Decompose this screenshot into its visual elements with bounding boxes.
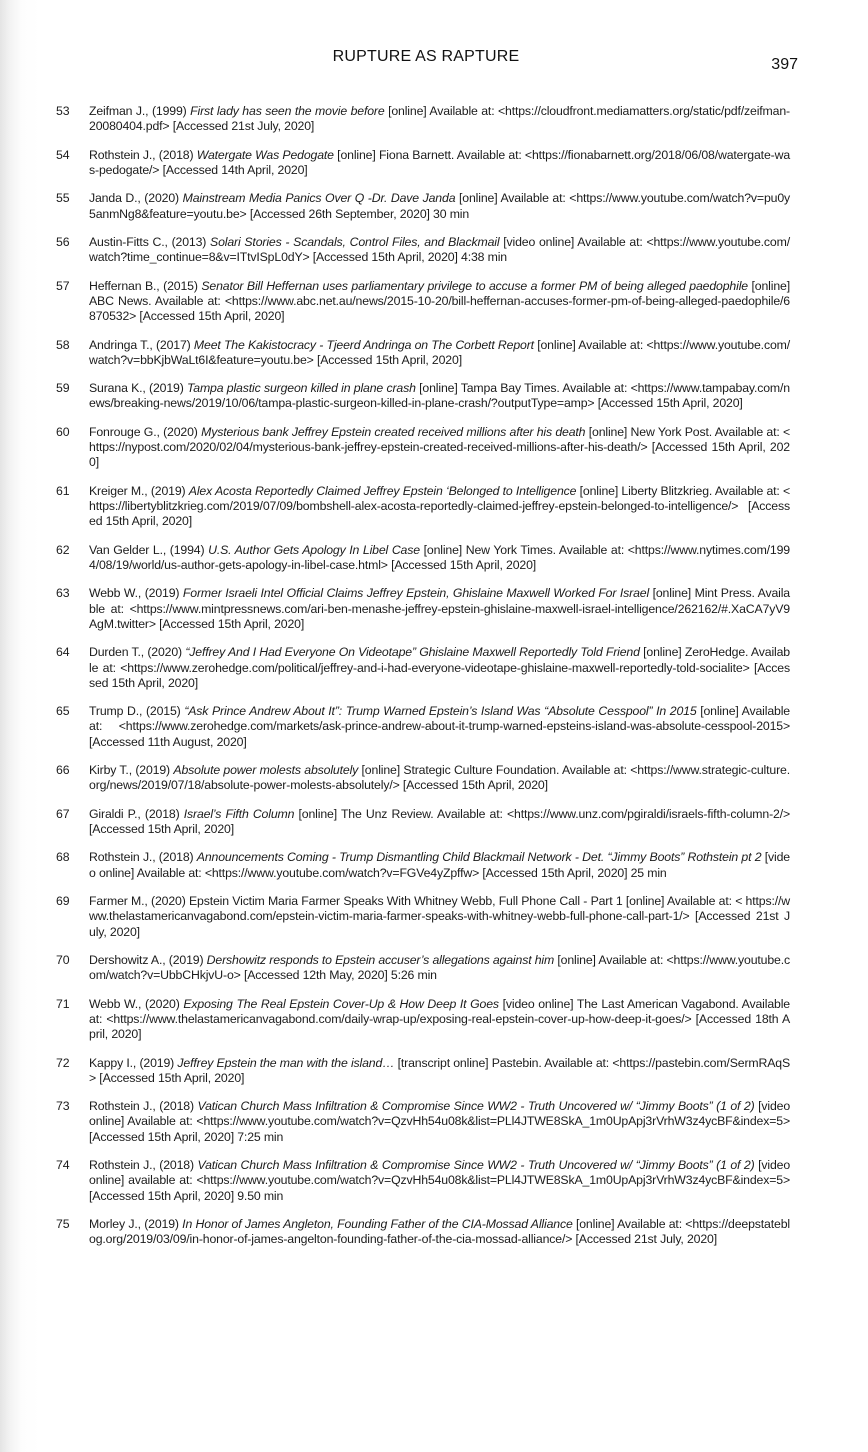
reference-title: Alex Acosta Reportedly Claimed Jeffrey Epstein ‘Belonged to Intelligence [188,483,577,498]
reference-text: Rothstein J., (2018) Watergate Was Pedogate [online] Fiona Barnett. Available at: <https://fionabarnett.org/2018/06/08/watergate-was-pedogate/> [Accessed 14th April, 2020] [89,147,791,177]
reference-item [56,484,790,530]
reference-item [56,763,790,794]
reference-number: 63 [56,586,70,601]
reference-text: Webb W., (2020) Exposing The Real Epstein Cover-Up & How Deep It Goes [video online] The Last American Vagabond. Available at: <https://www.thelastamericanvagabond.com/daily-wrap-up/exposing-real-epstein-cover-up-how-deep-it-goes/> [Accessed 18th April, 2020] [89,996,790,1042]
reference-title: Israel’s Fifth Column [183,806,295,821]
reference-text: Surana K., (2019) Tampa plastic surgeon killed in plane crash [online] Tampa Bay Times. Available at: <https://www.tampabay.com/news/breaking-news/2019/10/06/tampa-plastic-surgeon-killed-in-plane-crash/?outputType=amp> [Accessed 15th April, 2020] [89,381,790,411]
reference-title: Meet The Kakistocracy - Tjeerd Andringa on The Corbett Report [193,337,534,352]
reference-number: 53 [56,104,70,118]
reference-text: Kirby T., (2019) Absolute power molests absolutely [online] Strategic Culture Foundation. Available at: <https://www.strategic-culture.org/news/2019/07/18/absolute-power-molests-absolutely/> [Accessed 15th April, 2020] [89,763,790,793]
reference-title: First lady has seen the movie before [190,104,385,118]
reference-text: Trump D., (2015) “Ask Prince Andrew About It”: Trump Warned Epstein’s Island Was “Absolute Cesspool” In 2015 [online] Available at: <https://www.zerohedge.com/markets/ask-prince-andrew-about-it-trump-warned-epsteins-island-was-absolute-cesspool-2015> [Accessed 11th August, 2020] [89,704,790,749]
reference-title: Dershowitz responds to Epstein accuser’s allegations against him [206,952,555,967]
reference-number: 62 [56,542,70,557]
reference-number: 58 [56,337,70,352]
reference-text: Kreiger M., (2019) Alex Acosta Reportedly Claimed Jeffrey Epstein ‘Belonged to Intelligence [online] Liberty Blitzkrieg. Available at: <https://libertyblitzkrieg.com/2019/07/09/bombshell-alex-acosta-reportedly-claimed-jeffrey-epstein-belonged-to-intelligence/> [Accessed 15th April, 2020] [89,483,791,529]
reference-number: 57 [56,278,70,293]
reference-title: Vatican Church Mass Infiltration & Compromise Since WW2 - Truth Uncovered w/ “Jimmy Boots” (1 of 2) [197,1158,755,1173]
reference-text: Heffernan B., (2015) Senator Bill Heffernan uses parliamentary privilege to accuse a former PM of being alleged paedophile [online] ABC News. Available at: <https://www.abc.net.au/news/2015-10-20/bill-heffernan-accuses-former-pm-of-being-alleged-paedophile/6870532> [Accessed 15th April, 2020] [89,278,790,324]
reference-item [56,997,790,1043]
reference-title: “Ask Prince Andrew About It”: Trump Warned Epstein’s Island Was “Absolute Cesspool” In 2015 [184,704,697,719]
reference-number: 60 [56,424,70,439]
reference-text: Zeifman J., (1999) First lady has seen the movie before [online] Available at: <https://cloudfront.mediamatters.org/static/pdf/zeifman-20080404.pdf> [Accessed 21st July, 2020] [89,104,790,134]
reference-item [56,953,790,984]
reference-item [56,235,790,266]
reference-item [56,850,790,881]
reference-number: 55 [56,191,70,206]
reference-title: Mysterious bank Jeffrey Epstein created received millions after his death [201,424,586,439]
reference-title: Former Israeli Intel Official Claims Jeffrey Epstein, Ghislaine Maxwell Worked For Israel [182,586,650,601]
reference-item [56,148,790,179]
reference-item [56,279,790,325]
reference-title: Watergate Was Pedogate [196,147,334,162]
reference-number: 54 [56,147,70,162]
reference-text: Durden T., (2020) “Jeffrey And I Had Everyone On Videotape” Ghislaine Maxwell Reportedly Told Friend [online] ZeroHedge. Available at: <https://www.zerohedge.com/political/jeffrey-and-i-had-everyone-videotape-ghislaine-maxwell-reportedly-told-socialite> [Accessed 15th April, 2020] [89,645,790,690]
reference-number: 73 [56,1099,70,1114]
reference-number: 64 [56,645,70,660]
reference-title: Absolute power molests absolutely [173,763,359,778]
reference-list [56,104,790,1261]
reference-title: Senator Bill Heffernan uses parliamentary privilege to accuse a former PM of being alleged paedophile [201,278,748,293]
reference-number: 70 [56,952,70,967]
reference-number: 74 [56,1158,70,1173]
reference-title: Mainstream Media Panics Over Q -Dr. Dave Janda [182,191,456,206]
reference-item [56,543,790,574]
reference-item [56,425,790,471]
reference-item [56,1158,790,1204]
reference-item [56,807,790,838]
reference-text: Rothstein J., (2018) Announcements Coming - Trump Dismantling Child Blackmail Network - Det. “Jimmy Boots” Rothstein pt 2 [video online] Available at: <https://www.youtube.com/watch?v=FGVe4yZpffw> [Accessed 15th April, 2020] 25 min [89,850,790,880]
reference-text: Dershowitz A., (2019) Dershowitz responds to Epstein accuser’s allegations against him [online] Available at: <https://www.youtube.com/watch?v=UbbCHkjvU-o> [Accessed 12th May, 2020] 5:26 min [89,952,790,983]
reference-item [56,191,790,222]
reference-title: Tampa plastic surgeon killed in plane crash [187,381,416,396]
reference-item [56,586,790,632]
reference-number: 71 [56,996,70,1011]
reference-item [56,1217,790,1248]
reference-title: U.S. Author Gets Apology In Libel Case [208,542,420,557]
reference-item [56,704,790,750]
reference-number: 59 [56,381,70,396]
reference-item [56,338,790,369]
reference-text: Farmer M., (2020) Epstein Victim Maria Farmer Speaks With Whitney Webb, Full Phone Call - Part 1 [online] Available at: < https://www.thelastamericanvagabond.com/epstein-victim-maria-farmer-speaks-with-whitney-webb-full-phone-call-part-1/> [Accessed 21st July, 2020] [89,894,790,939]
reference-text: Webb W., (2019) Former Israeli Intel Official Claims Jeffrey Epstein, Ghislaine Maxwell Worked For Israel [online] Mint Press. Available at: <https://www.mintpressnews.com/ari-ben-menashe-jeffrey-epstein-ghislaine-maxwell-israel-intelligence/262162/#.XaCA7yV9AgM.twitter> [Accessed 15th April, 2020] [89,586,790,631]
reference-number: 67 [56,806,70,821]
reference-text: Rothstein J., (2018) Vatican Church Mass Infiltration & Compromise Since WW2 - Truth Uncovered w/ “Jimmy Boots” (1 of 2) [video online] Available at: <https://www.youtube.com/watch?v=QzvHh54u08k&list=PLl4JTWE8SkA_1m0UpApj3rVrhW3z4ycBF&index=5> [Accessed 15th April, 2020] 7:25 min [89,1099,791,1144]
reference-text: Fonrouge G., (2020) Mysterious bank Jeffrey Epstein created received millions after his death [online] New York Post. Available at: <https://nypost.com/2020/02/04/mysterious-bank-jeffrey-epstein-created-received-millions-after-his-death/> [Accessed 15th April, 2020] [89,424,791,470]
reference-title: In Honor of James Angleton, Founding Father of the CIA-Mossad Alliance [182,1217,573,1232]
reference-number: 66 [56,763,70,778]
reference-item [56,381,790,412]
reference-title: Solari Stories - Scandals, Control Files, and Blackmail [210,234,500,249]
reference-text: Kappy I., (2019) Jeffrey Epstein the man with the island… [transcript online] Pastebin. Available at: <https://pastebin.com/SermRAqS> [Accessed 15th April, 2020] [89,1055,790,1085]
reference-item [56,1056,790,1087]
reference-number: 68 [56,850,70,865]
reference-title: Exposing The Real Epstein Cover-Up & How Deep It Goes [183,996,499,1011]
reference-title: Vatican Church Mass Infiltration & Compromise Since WW2 - Truth Uncovered w/ “Jimmy Boots” (1 of 2) [197,1099,755,1114]
page-number: 397 [771,56,798,73]
running-head: RUPTURE AS RAPTURE [332,48,520,65]
reference-item [56,1099,790,1145]
reference-number: 69 [56,894,70,909]
reference-item [56,894,790,940]
reference-number: 56 [56,234,70,249]
reference-title: “Jeffrey And I Had Everyone On Videotape” Ghislaine Maxwell Reportedly Told Friend [185,645,640,660]
reference-item [56,104,790,135]
reference-number: 75 [56,1217,70,1232]
reference-text: Andringa T., (2017) Meet The Kakistocracy - Tjeerd Andringa on The Corbett Report [online] Available at: <https://www.youtube.com/watch?v=bbKjbWaLt6I&feature=youtu.be> [Accessed 15th April, 2020] [89,337,790,367]
reference-text: Giraldi P., (2018) Israel’s Fifth Column [online] The Unz Review. Available at: <https://www.unz.com/pgiraldi/israels-fifth-column-2/> [Accessed 15th April, 2020] [89,806,791,837]
reference-title: Jeffrey Epstein the man with the island… [177,1055,395,1070]
reference-number: 72 [56,1055,70,1070]
reference-number: 61 [56,483,70,498]
reference-number: 65 [56,704,70,719]
reference-text: Janda D., (2020) Mainstream Media Panics Over Q -Dr. Dave Janda [online] Available at: <https://www.youtube.com/watch?v=pu0y5anmNg8&feature=youtu.be> [Accessed 26th September, 2020] 30 min [89,191,791,221]
reference-item [56,645,790,691]
reference-title: Announcements Coming - Trump Dismantling Child Blackmail Network - Det. “Jimmy Boots” Rothstein pt 2 [196,850,762,865]
reference-text: Austin-Fitts C., (2013) Solari Stories - Scandals, Control Files, and Blackmail [video online] Available at: <https://www.youtube.com/watch?time_continue=8&v=ITtvISpL0dY> [Accessed 15th April, 2020] 4:38 min [89,234,790,265]
reference-text: Morley J., (2019) In Honor of James Angleton, Founding Father of the CIA-Mossad Alliance [online] Available at: <https://deepstateblog.org/2019/03/09/in-honor-of-james-angelton-founding-father-of-the-cia-mossad-alliance/> [Accessed 21st July, 2020] [89,1217,790,1247]
reference-text: Rothstein J., (2018) Vatican Church Mass Infiltration & Compromise Since WW2 - Truth Uncovered w/ “Jimmy Boots” (1 of 2) [video online] available at: <https://www.youtube.com/watch?v=QzvHh54u08k&list=PLl4JTWE8SkA_1m0UpApj3rVrhW3z4ycBF&index=5> [Accessed 15th April, 2020] 9.50 min [89,1158,791,1203]
reference-text: Van Gelder L., (1994) U.S. Author Gets Apology In Libel Case [online] New York Times. Available at: <https://www.nytimes.com/1994/08/19/world/us-author-gets-apology-in-libel-case.html> [Accessed 15th April, 2020] [89,542,790,572]
